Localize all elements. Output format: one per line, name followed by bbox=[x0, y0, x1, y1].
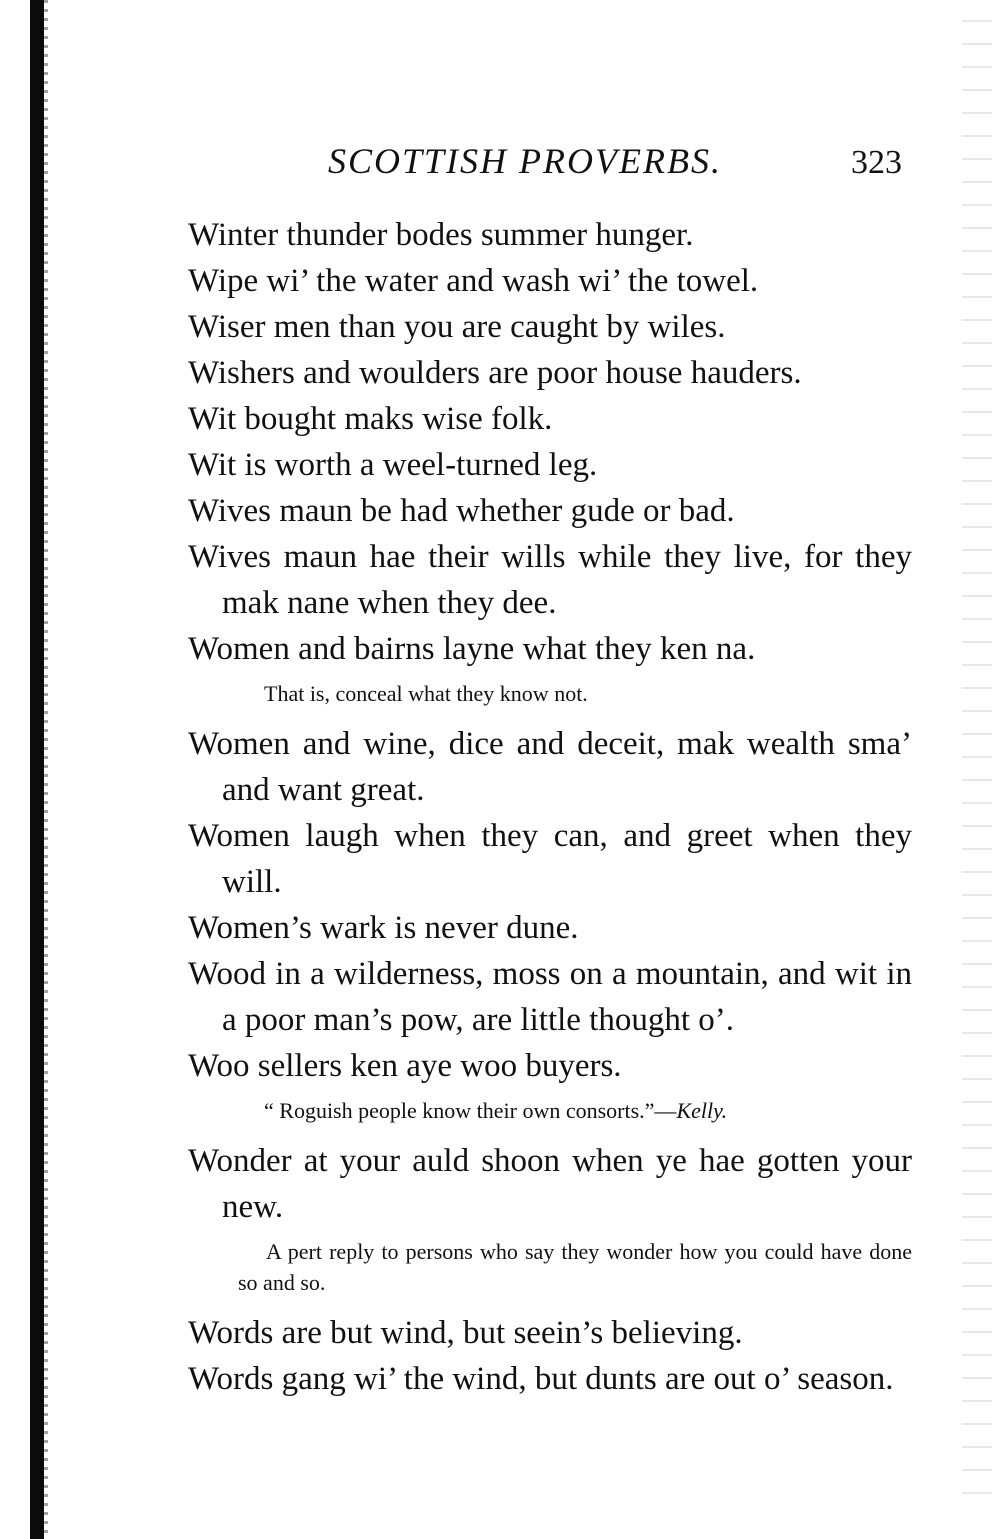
proverb-entry bbox=[188, 212, 912, 258]
proverb-entry bbox=[188, 626, 912, 709]
book-spine-shadow bbox=[30, 0, 44, 1539]
proverb-note: A pert reply to persons who say they wonder how you could have done so and so. bbox=[238, 1239, 912, 1295]
proverb-text: Wonder at your auld shoon when ye hae gotten your new. bbox=[188, 1143, 912, 1225]
proverb-text: Women and wine, dice and deceit, mak wealth sma’ and want great. bbox=[188, 726, 912, 808]
proverb-text: Women laugh when they can, and greet when they will. bbox=[188, 818, 912, 900]
proverb-text: Wishers and woulders are poor house hauders. bbox=[188, 355, 802, 391]
proverb-entry bbox=[188, 258, 912, 304]
proverb-note-text: “ Roguish people know their own consorts.”— bbox=[264, 1098, 677, 1123]
proverb-entry bbox=[188, 1310, 912, 1356]
spine-edge-texture bbox=[44, 0, 48, 1539]
proverb-entry bbox=[188, 488, 912, 534]
proverb-entry bbox=[188, 1138, 912, 1298]
proverb-note bbox=[188, 1095, 912, 1126]
proverb-text: Women’s wark is never dune. bbox=[188, 910, 579, 946]
proverb-entry bbox=[188, 1043, 912, 1126]
proverb-text: Wives maun be had whether gude or bad. bbox=[188, 493, 735, 529]
proverb-entry bbox=[188, 534, 912, 626]
running-head bbox=[188, 140, 908, 190]
proverb-entry bbox=[188, 813, 912, 905]
proverb-entry bbox=[188, 951, 912, 1043]
proverb-text: Wiser men than you are caught by wiles. bbox=[188, 309, 726, 345]
proverb-text: Wit is worth a weel-turned leg. bbox=[188, 447, 598, 483]
proverb-note-attribution: Kelly. bbox=[676, 1098, 728, 1123]
page-edge-texture bbox=[962, 20, 992, 1500]
proverb-text: Wives maun hae their wills while they live, for they mak nane when they dee. bbox=[188, 539, 912, 621]
proverb-note: That is, conceal what they know not. bbox=[264, 681, 588, 706]
proverb-text: Wood in a wilderness, moss on a mountain, and wit in a poor man’s pow, are little thought o’. bbox=[188, 956, 912, 1038]
proverb-entry bbox=[188, 721, 912, 813]
proverb-entry bbox=[188, 396, 912, 442]
proverb-text: Wipe wi’ the water and wash wi’ the towel. bbox=[188, 263, 759, 299]
proverb-entry bbox=[188, 304, 912, 350]
proverb-entry bbox=[188, 442, 912, 488]
proverb-text: Woo sellers ken aye woo buyers. bbox=[188, 1048, 622, 1084]
proverb-entry bbox=[188, 350, 912, 396]
proverb-text: Winter thunder bodes summer hunger. bbox=[188, 217, 694, 253]
proverb-list bbox=[188, 212, 912, 1402]
proverb-text: Women and bairns layne what they ken na. bbox=[188, 631, 756, 667]
proverb-text: Words gang wi’ the wind, but dunts are out o’ season. bbox=[188, 1361, 894, 1397]
proverb-text: Wit bought maks wise folk. bbox=[188, 401, 553, 437]
running-title: SCOTTISH PROVERBS. bbox=[328, 141, 722, 181]
proverb-entry bbox=[188, 1356, 912, 1402]
proverb-text: Words are but wind, but seein’s believing. bbox=[188, 1315, 743, 1351]
page-number: 323 bbox=[851, 144, 902, 181]
proverb-entry bbox=[188, 905, 912, 951]
